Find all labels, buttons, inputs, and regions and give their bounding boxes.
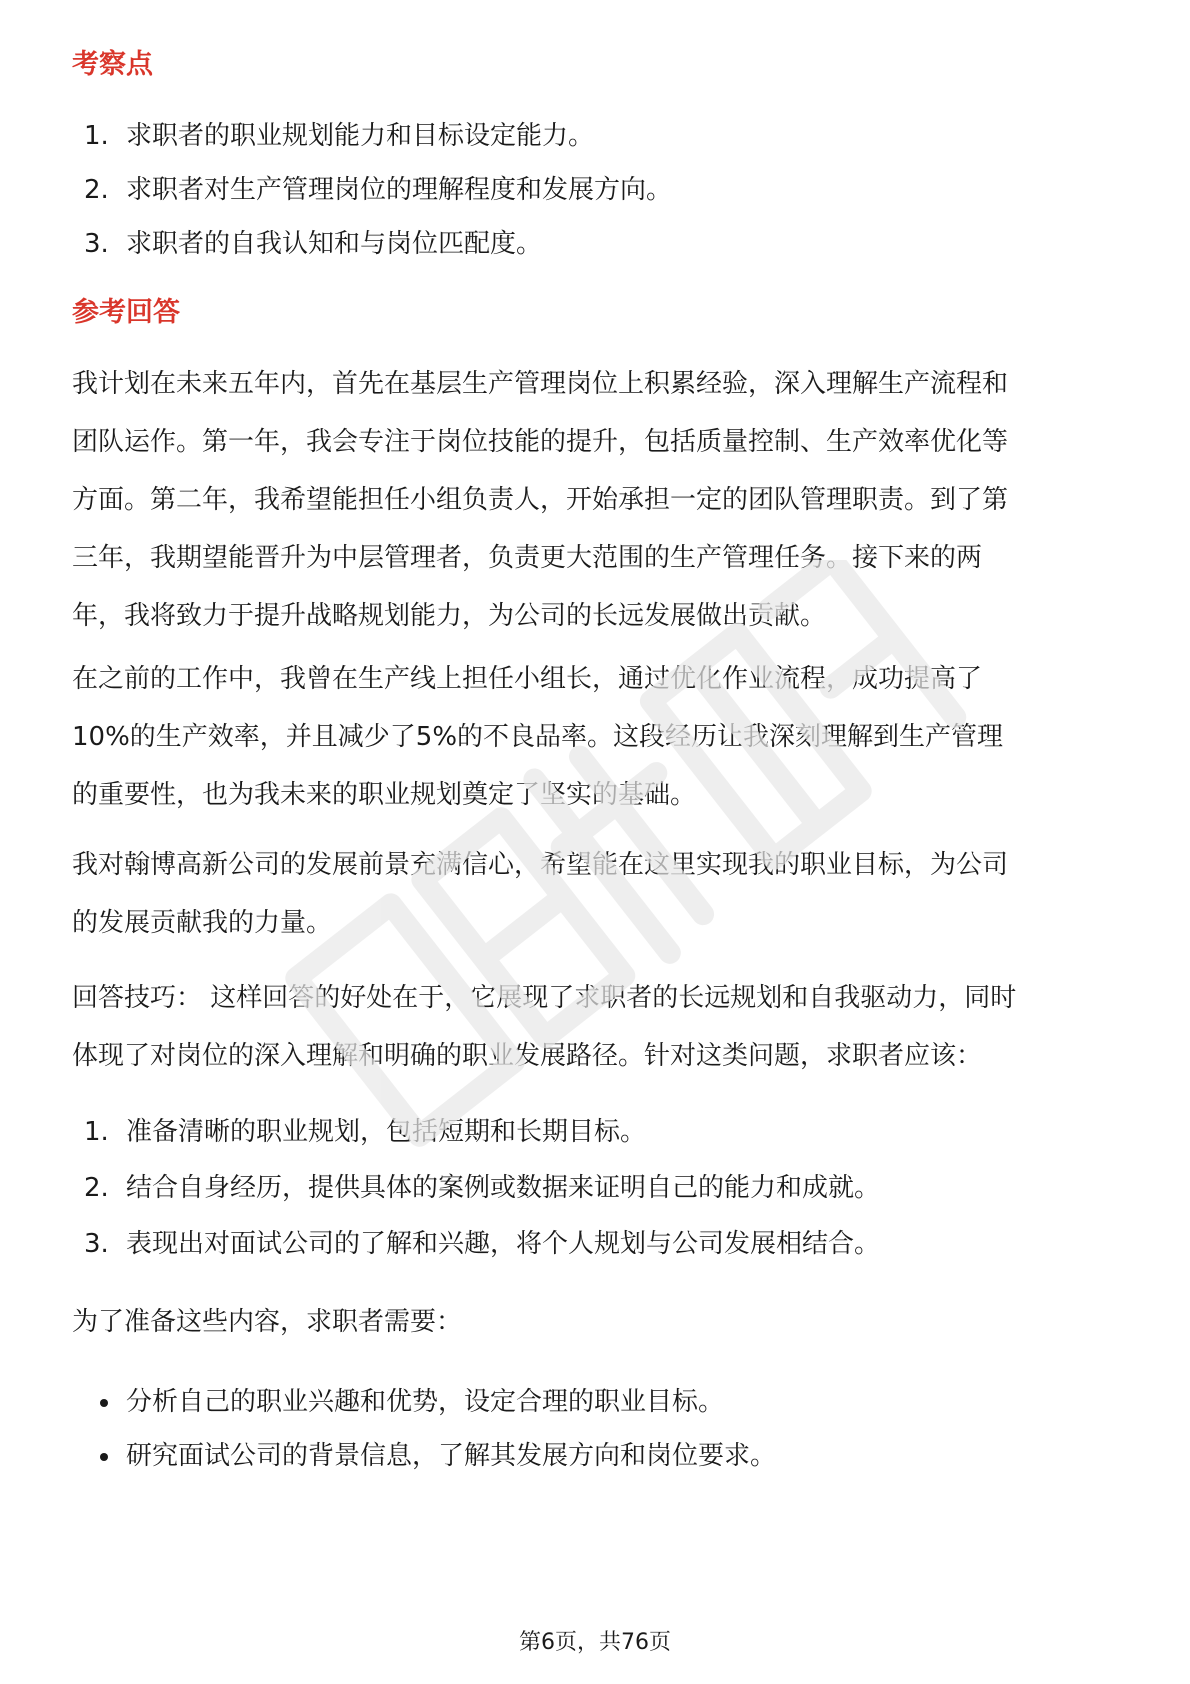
list-item-text: 研究面试公司的背景信息，了解其发展方向和岗位要求。 — [126, 1441, 777, 1471]
tips-list — [72, 1114, 1122, 1262]
answer-tips-paragraph — [72, 969, 1122, 1085]
list-number: 3. — [84, 229, 109, 259]
bullet-icon — [100, 1453, 108, 1461]
text-line: 的重要性，也为我未来的职业规划奠定了坚实的基础。 — [72, 780, 697, 810]
list-number: 2. — [84, 1173, 109, 1203]
text-line: 的发展贡献我的力量。 — [72, 908, 333, 938]
list-item — [72, 1384, 1122, 1420]
list-item-text: 求职者的自我认知和与岗位匹配度。 — [126, 229, 543, 259]
list-number: 3. — [84, 1229, 109, 1259]
list-item-text: 分析自己的职业兴趣和优势，设定合理的职业目标。 — [126, 1387, 725, 1417]
list-item — [72, 226, 1122, 262]
list-item — [72, 1226, 1122, 1262]
bullet-icon — [100, 1399, 108, 1407]
section-title-kaochadian: 考察点 — [72, 49, 153, 80]
list-item-text: 求职者对生产管理岗位的理解程度和发展方向。 — [126, 175, 673, 205]
list-item-text: 结合自身经历，提供具体的案例或数据来证明自己的能力和成就。 — [126, 1173, 881, 1203]
list-item — [72, 1438, 1122, 1474]
text-line: 年，我将致力于提升战略规划能力，为公司的长远发展做出贡献。 — [72, 601, 827, 631]
text-line: 方面。第二年，我希望能担任小组负责人，开始承担一定的团队管理职责。到了第 — [72, 485, 1009, 515]
text-line: 我对翰博高新公司的发展前景充满信心，希望能在这里实现我的职业目标，为公司 — [72, 850, 1009, 880]
answer-paragraph-experience — [72, 650, 1122, 824]
text-line: 10%的生产效率，并且减少了5%的不良品率。这段经历让我深刻理解到生产管理 — [72, 722, 1004, 752]
answer-paragraph-plan — [72, 355, 1122, 645]
list-number: 1. — [84, 121, 109, 151]
text-line: 团队运作。第一年，我会专注于岗位技能的提升，包括质量控制、生产效率优化等 — [72, 427, 1009, 457]
text-line: 在之前的工作中，我曾在生产线上担任小组长，通过优化作业流程，成功提高了 — [72, 664, 983, 694]
list-item — [72, 1114, 1122, 1150]
list-item — [72, 118, 1122, 154]
assessment-points-list — [72, 118, 1122, 262]
text-line: 为了准备这些内容，求职者需要： — [72, 1307, 463, 1337]
page-number-footer: 第6页，共76页 — [519, 1630, 671, 1655]
text-line: 回答技巧： 这样回答的好处在于，它展现了求职者的长远规划和自我驱动力，同时 — [72, 983, 1017, 1013]
answer-paragraph-confidence — [72, 836, 1122, 952]
text-line: 体现了对岗位的深入理解和明确的职业发展路径。针对这类问题，求职者应该： — [72, 1041, 983, 1071]
text-line: 三年，我期望能晋升为中层管理者，负责更大范围的生产管理任务。接下来的两 — [72, 543, 983, 573]
list-item-text: 准备清晰的职业规划，包括短期和长期目标。 — [126, 1117, 647, 1147]
preparation-intro — [72, 1293, 1122, 1351]
text-line: 我计划在未来五年内，首先在基层生产管理岗位上积累经验，深入理解生产流程和 — [72, 369, 1009, 399]
list-number: 1. — [84, 1117, 109, 1147]
section-title-cankaohuida: 参考回答 — [72, 297, 180, 328]
list-item-text: 求职者的职业规划能力和目标设定能力。 — [126, 121, 595, 151]
list-item — [72, 172, 1122, 208]
list-item — [72, 1170, 1122, 1206]
list-number: 2. — [84, 175, 109, 205]
list-item-text: 表现出对面试公司的了解和兴趣，将个人规划与公司发展相结合。 — [126, 1229, 881, 1259]
preparation-bullets — [72, 1384, 1122, 1474]
